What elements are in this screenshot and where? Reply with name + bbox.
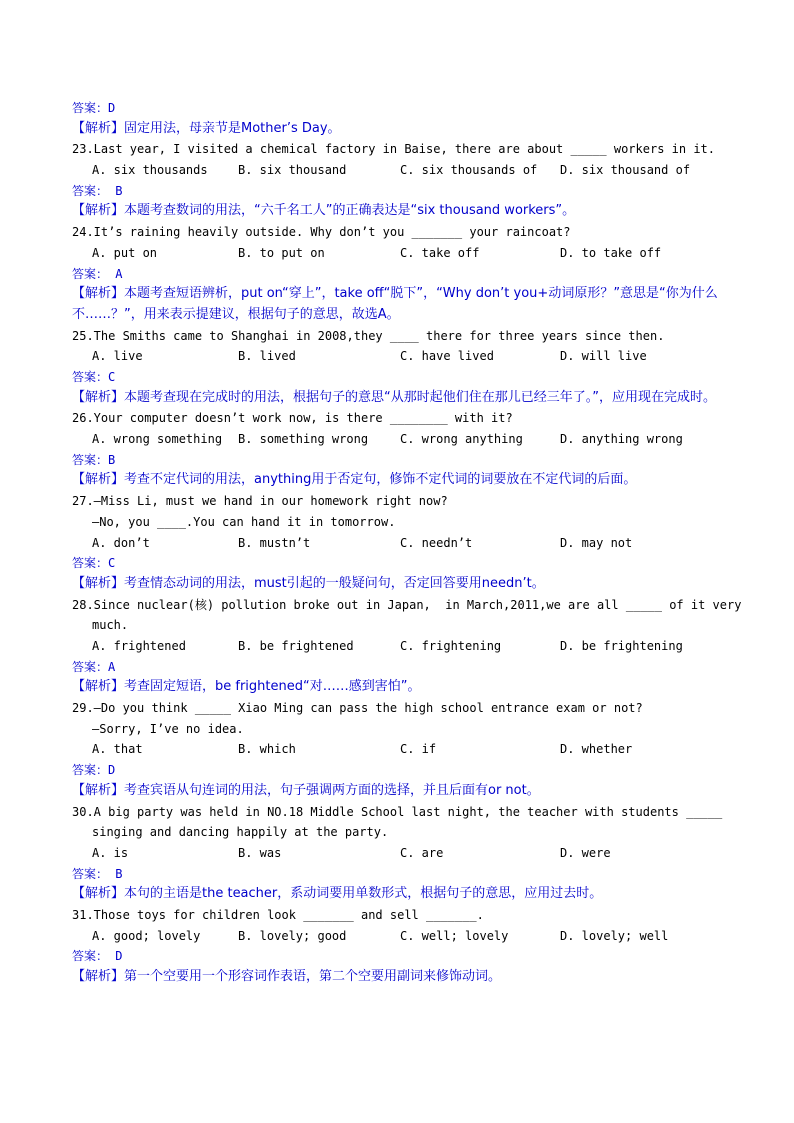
question-line: 29.—Do you think _____ Xiao Ming can pass the high school entrance exam or not? — [72, 701, 643, 716]
option-b: B. six thousand — [238, 163, 347, 178]
option-d: D. anything wrong — [560, 432, 683, 447]
option-d: D. lovely; well — [560, 928, 669, 943]
explanation-line: 【解析】考查宾语从句连词的用法，句子强调两方面的选择，并且后面有or not。 — [72, 782, 540, 798]
option-a: A. good; lovely — [92, 928, 201, 943]
option-row — [72, 346, 732, 367]
explanation-line: 【解析】固定用法，母亲节是Mother’s Day。 — [72, 120, 341, 136]
option-row — [72, 739, 732, 760]
option-a: A. don’t — [92, 535, 150, 550]
question-line: 23.Last year, I visited a chemical factory in Baise, there are about _____ workers in it. — [72, 142, 715, 157]
answer-line: 答案：D — [72, 101, 116, 115]
option-c: C. take off — [400, 245, 480, 260]
answer-line: 答案：A — [72, 659, 116, 674]
question-continuation: —Sorry, I’ve no idea. — [92, 721, 244, 736]
option-a: A. wrong something — [92, 432, 223, 447]
question-continuation: much. — [92, 618, 129, 633]
option-b: B. be frightened — [238, 638, 354, 653]
explanation-line: 【解析】本题考查数词的用法，“六千名工人”的正确表达是“six thousand workers”。 — [72, 203, 576, 219]
question-line: 30.A big party was held in NO.18 Middle School last night, the teacher with students _____ — [72, 804, 723, 819]
answer-line: 答案：C — [72, 556, 116, 571]
question-line: 24.It’s raining heavily outside. Why don’t you _______ your raincoat? — [72, 225, 571, 240]
option-a: A. that — [92, 742, 143, 757]
explanation-line: 【解析】考查不定代词的用法，anything用于否定句，修饰不定代词的词要放在不定代词的后面。 — [72, 472, 637, 488]
question-continuation: —No, you ____.You can hand it in tomorrow. — [92, 514, 396, 529]
answer-line: 答案： B — [72, 183, 123, 198]
question-line: 31.Those toys for children look _______ and sell _______. — [72, 907, 484, 922]
option-a: A. live — [92, 349, 143, 364]
option-d: D. be frightening — [560, 638, 683, 653]
option-b: B. which — [238, 742, 296, 757]
answer-line: 答案：C — [72, 370, 116, 384]
option-a: A. frightened — [92, 638, 186, 653]
answer-line: 答案： A — [72, 266, 123, 281]
option-row — [72, 843, 732, 864]
option-a: A. put on — [92, 245, 158, 260]
answer-line: 答案：D — [72, 763, 116, 778]
option-d: D. whether — [560, 742, 633, 757]
option-c: C. six thousands of — [400, 163, 538, 178]
option-b: B. was — [238, 845, 282, 860]
explanation-line: 【解析】本题考查现在完成时的用法，根据句子的意思“从那时起他们住在那儿已经三年了。”，应用现在完成时。 — [72, 389, 716, 405]
answer-line: 答案：B — [72, 452, 116, 467]
option-d: D. were — [560, 845, 611, 860]
explanation-line: 【解析】本句的主语是the teacher，系动词要用单数形式，根据句子的意思，应用过去时。 — [72, 886, 603, 902]
explanation-line: 【解析】本题考查短语辨析，put on“穿上”，take off“脱下”，“Why don’t you+动词原形？”意思是“你为什么不……？”，用来表示提建议，根据句子的意思，故选A。 — [72, 286, 718, 322]
document-page — [72, 98, 742, 988]
option-b: B. something wrong — [238, 432, 369, 447]
option-c: C. are — [400, 845, 444, 860]
option-d: D. to take off — [560, 245, 662, 260]
option-row — [72, 636, 732, 657]
option-c: C. frightening — [400, 638, 502, 653]
question-line: 27.—Miss Li, must we hand in our homework right now? — [72, 494, 448, 509]
question-line: 26.Your computer doesn’t work now, is there ________ with it? — [72, 411, 513, 426]
option-d: D. will live — [560, 349, 647, 364]
option-c: C. well; lovely — [400, 928, 509, 943]
option-row — [72, 429, 732, 450]
option-row — [72, 160, 732, 181]
option-b: B. lovely; good — [238, 928, 347, 943]
option-b: B. mustn’t — [238, 535, 311, 550]
option-d: D. may not — [560, 535, 633, 550]
option-a: A. six thousands — [92, 163, 208, 178]
option-row — [72, 533, 732, 554]
option-c: C. needn’t — [400, 535, 473, 550]
option-row — [72, 926, 732, 947]
option-d: D. six thousand of — [560, 163, 691, 178]
option-c: C. if — [400, 742, 437, 757]
option-b: B. to put on — [238, 245, 325, 260]
option-a: A. is — [92, 845, 129, 860]
explanation-line: 【解析】第一个空要用一个形容词作表语，第二个空要用副词来修饰动词。 — [72, 969, 502, 985]
question-continuation: singing and dancing happily at the party. — [92, 825, 389, 840]
answer-line: 答案： B — [72, 866, 123, 881]
option-c: C. have lived — [400, 349, 494, 364]
question-line: 25.The Smiths came to Shanghai in 2008,they ____ there for three years since then. — [72, 328, 665, 343]
option-b: B. lived — [238, 349, 296, 364]
option-row — [72, 243, 732, 264]
question-line: 28.Since nuclear(核) pollution broke out in Japan, in March,2011,we are all _____ of it very — [72, 597, 742, 612]
option-c: C. wrong anything — [400, 432, 523, 447]
explanation-line: 【解析】考查固定短语，be frightened“对……感到害怕”。 — [72, 679, 421, 695]
answer-line: 答案： D — [72, 949, 123, 964]
explanation-line: 【解析】考查情态动词的用法，must引起的一般疑问句，否定回答要用needn’t。 — [72, 575, 545, 591]
